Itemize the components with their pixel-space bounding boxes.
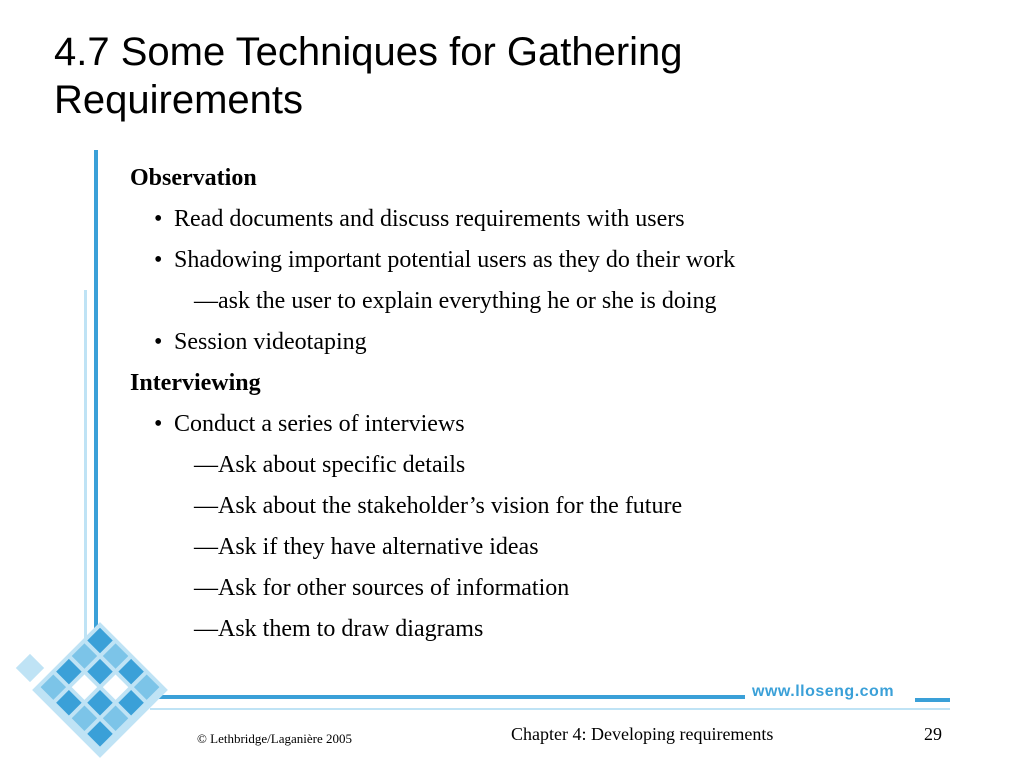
- bullet-text: Conduct a series of interviews: [174, 411, 465, 437]
- bullet-mark: •: [154, 329, 163, 355]
- chapter-label: Chapter 4: Developing requirements: [511, 724, 774, 744]
- bullet-text: Shadowing important potential users as they do their work: [174, 247, 736, 273]
- interviewing-heading: Interviewing: [130, 370, 261, 396]
- interviewing-bullet: [130, 406, 990, 447]
- interviewing-subpoint: —Ask them to draw diagrams: [194, 616, 484, 642]
- slide-title-line-1: 4.7 Some Techniques for Gathering: [54, 30, 683, 74]
- slide-body: [130, 160, 990, 652]
- bullet-mark: •: [154, 411, 163, 437]
- interviewing-subpoint: —Ask about specific details: [194, 452, 466, 478]
- page-number: 29: [924, 724, 942, 744]
- observation-bullet: [130, 201, 990, 242]
- bullet-mark: •: [154, 247, 163, 273]
- vertical-light-bar: [84, 290, 87, 670]
- small-diamond-tile: [16, 654, 44, 682]
- bullet-text: Session videotaping: [174, 329, 367, 355]
- observation-heading: Observation: [130, 165, 257, 191]
- horizontal-accent-bar: [150, 695, 745, 699]
- interviewing-subpoint: —Ask if they have alternative ideas: [194, 534, 539, 560]
- vertical-accent-bar: [94, 150, 98, 670]
- horizontal-accent-bar-end: [915, 698, 950, 702]
- observation-bullet: [130, 324, 990, 365]
- observation-bullet: [130, 242, 990, 283]
- interviewing-subpoint: —Ask for other sources of information: [194, 575, 570, 601]
- slide-title: [54, 28, 954, 124]
- observation-subpoint: —ask the user to explain everything he or she is doing: [194, 288, 717, 314]
- interviewing-subpoint: —Ask about the stakeholder’s vision for the future: [194, 493, 683, 519]
- bullet-text: Read documents and discuss requirements with users: [174, 206, 685, 232]
- horizontal-light-bar: [150, 708, 950, 710]
- slide-title-line-2: Requirements: [54, 78, 304, 122]
- bullet-mark: •: [154, 206, 163, 232]
- copyright-notice: © Lethbridge/Laganière 2005: [197, 731, 352, 746]
- website-url: www.lloseng.com: [752, 683, 895, 700]
